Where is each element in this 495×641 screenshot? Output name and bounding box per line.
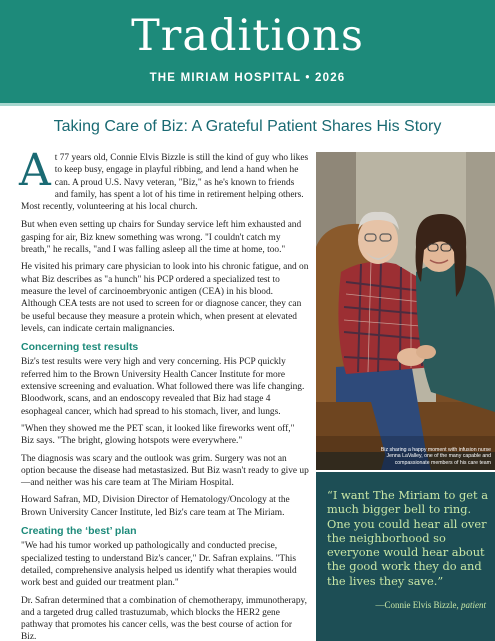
header-divider xyxy=(0,103,495,106)
masthead xyxy=(0,0,495,103)
newsletter-title: Traditions xyxy=(131,11,364,61)
photo-illustration xyxy=(316,152,495,470)
article-headline: Taking Care of Biz: A Grateful Patient Shares His Story xyxy=(53,118,442,135)
patient-nurse-photo xyxy=(316,152,495,470)
paragraph-4: Biz's test results were very high and very concerning. His PCP quickly referred him to the Brown University Health Cancer Institute for more extensive screening and evaluation. What followed there was life changing. Bloodwork, scans, and an endoscopy revealed that Biz had stage 4 esophageal cancer, which had spread to his stomach, liver, and lungs. xyxy=(21,357,305,417)
paragraph-2: But when even setting up chairs for Sunday service left him exhausted and gasping for air, Biz knew something was wrong. "I couldn't catch my breath," he recalls, "and I was falling asleep all the time at home, too." xyxy=(21,220,302,256)
subhead-best-plan: Creating the ‘best’ plan xyxy=(21,525,137,538)
pull-quote-box xyxy=(316,472,495,641)
newsletter-subtitle: THE MIRIAM HOSPITAL • 2026 xyxy=(149,72,346,84)
paragraph-5: "When they showed me the PET scan, it looked like fireworks went off," Biz says. "The bright, glowing hotspots were everywhere." xyxy=(21,423,295,447)
paragraph-9: Dr. Safran determined that a combination of chemotherapy, immunotherapy, and a targeted drug called trastuzumab, which blocks the HER2 gene pathway that promotes his cancer cells, was the best course of action for Biz. xyxy=(21,595,307,641)
paragraph-1: At 77 years old, Connie Elvis Bizzle is still the kind of guy who likes to keep busy, engage in playful ribbing, and lend a hand when he can. A proud U.S. Navy veteran, "Biz," as he's known to friends and family, has spent a lot of his time in retirement helping others. Most recently, volunteering at his local church. xyxy=(19,145,309,213)
pull-quote-attribution: —Connie Elvis Bizzle, patient xyxy=(375,600,486,610)
paragraph-7: Howard Safran, MD, Division Director of Hematology/Oncology at the Brown University Cancer Institute, led Biz's care team at The Miriam. xyxy=(21,495,290,518)
photo-caption: Biz sharing a happy moment with infusion nurse Jenna LaValley, one of the many capable and compassionate members of his care team xyxy=(380,446,491,466)
paragraph-8: "We had his tumor worked up pathologically and conducted precise, specialized testing to understand Biz's cancer," Dr. Safran explains. "This detailed, comprehensive analysis helped us identify what therapies would work best and guided our treatment plan." xyxy=(21,541,297,589)
pull-quote-text: “I want The Miriam to get a much bigger bell to ring. One you could hear all over the neighborhood so everyone would hear about the good work they do and the lives they save.” xyxy=(327,488,488,588)
paragraph-6: The diagnosis was scary and the outlook was grim. Surgery was not an option because the disease had metastasized. But Biz wasn't ready to give up—and neither was his care team at The Miriam Hospital. xyxy=(21,453,309,489)
subhead-concerning-results: Concerning test results xyxy=(21,341,139,354)
attribution-role: patient xyxy=(461,600,486,610)
drop-cap: A xyxy=(19,145,51,196)
article-body xyxy=(19,145,309,641)
paragraph-3: He visited his primary care physician to look into his chronic fatigue, and on what Biz describes as "a hunch" his PCP ordered a specialized test to measure the level of carcinoembryonic antigen (CEA) in his blood. Although CEA tests are not used to screen for or diagnose cancer, they can be useful because they measure a protein which, when present at elevated levels, can indicate certain malignancies. xyxy=(21,262,309,334)
